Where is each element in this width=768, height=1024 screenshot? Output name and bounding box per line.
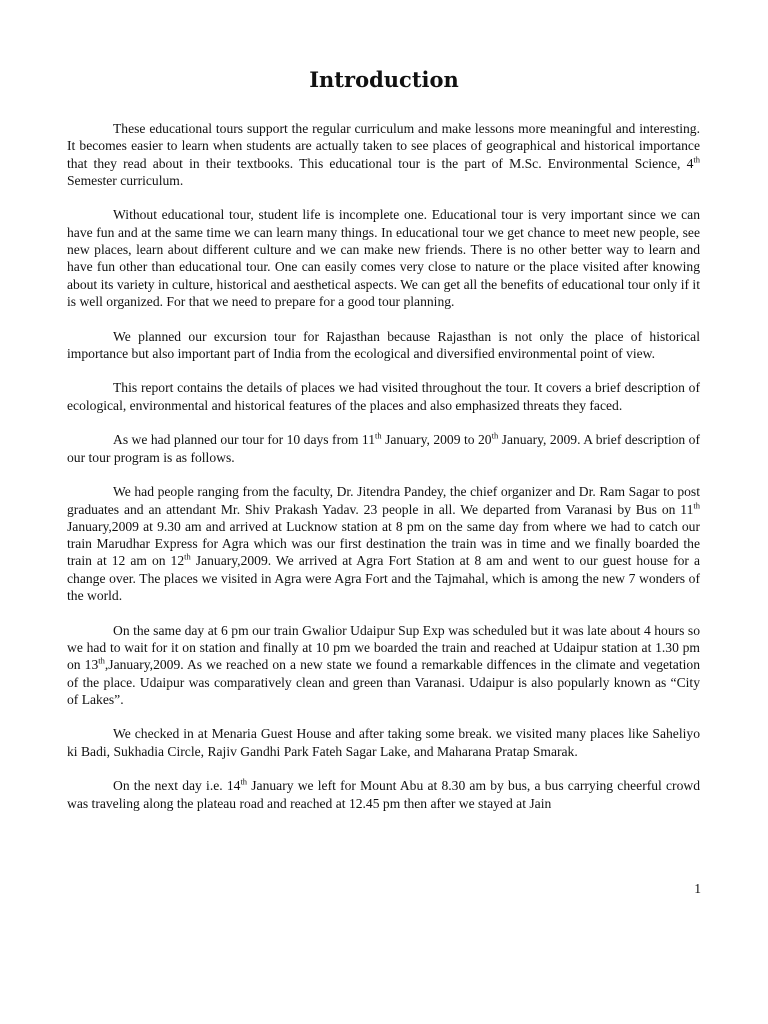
paragraph [67,725,700,760]
text-run: As we had planned our tour for 10 days from 11 [113,432,376,448]
ordinal-suffix: th [98,655,105,666]
text-run: Semester curriculum. [67,172,184,188]
paragraph [67,206,700,310]
text-run: These educational tours support the regular curriculum and make lessons more meaningful and interesting. It becomes easier to learn when students are actually taken to see places of geographical and historical importance that they read about in their textbooks. This educational tour is the part of M.Sc. Environmental Science, 4 [67,121,700,171]
text-run: We had people ranging from the faculty, Dr. Jitendra Pandey, the chief organizer and Dr. Ram Sagar to post graduates and an attendant Mr. Shiv Prakash Yadav. 23 people in all. We departed from Varanasi by Bus on 11 [67,484,700,517]
ordinal-suffix: th [375,430,382,441]
paragraph [67,483,700,604]
paragraph [67,622,700,708]
text-run: Without educational tour, student life is incomplete one. Educational tour is very important since we can have fun and at the same time we can learn many things. In educational tour we get chance to meet new people, see new places, learn about different culture and we can make new friends. There is no other better way to learn and have fun other than educational tour. One can easily comes very close to nature or the place visited after knowing about its variety in culture, historical and aesthetical aspects. We can get all the benefits of educational tour only if it is well organized. For that we need to prepare for a good tour planning. [67,207,700,309]
text-run: This report contains the details of places we had visited throughout the tour. It covers a brief description of ecological, environmental and historical features of the places and also emphasized threats they faced. [67,380,700,413]
paragraph [67,777,700,812]
text-run: January, 2009. A brief description of our tour program is as follows. [67,432,700,465]
text-run: On the next day i.e. 14 [113,778,241,794]
text-run: January we left for Mount Abu at 8.30 am by bus, a bus carrying cheerful crowd was traveling along the plateau road and reached at 12.45 pm then after we stayed at Jain [67,778,700,811]
text-run: We planned our excursion tour for Rajasthan because Rajasthan is not only the place of historical importance but also important part of India from the ecological and diversified environmental point of view. [67,328,700,361]
text-run: ,January,2009. As we reached on a new state we found a remarkable diffences in the climate and vegetation of the place. Udaipur was comparatively clean and green than Varanasi. Udaipur is also popularly known as “City of Lakes”. [67,657,700,707]
paragraph [67,328,700,363]
body-text [67,120,700,829]
page-number: 1 [694,881,701,896]
ordinal-suffix: th [693,500,700,510]
text-run: January,2009 at 9.30 am and arrived at Lucknow station at 8 pm on the same day from where we had to catch our train Marudhar Express for Agra which was our first destination the train was in time and we finally boarded the train at 12 am on 12 [67,518,700,569]
text-run: On the same day at 6 pm our train Gwalior Udaipur Sup Exp was scheduled but it was late about 4 hours so we had to wait for it on station and finally at 10 pm we boarded the train and reached at Udaipur station at 1.30 pm on 13 [67,622,700,673]
paragraph [67,431,700,466]
page-title: Introduction [309,67,459,92]
ordinal-suffix: th [184,551,191,562]
paragraph [67,379,700,414]
paragraph [67,120,700,189]
text-run: January,2009. We arrived at Agra Fort Station at 8 am and went to our guest house for a change over. The places we visited in Agra were Agra Fort and the Tajmahal, which is among the new 7 wonders of the world. [67,553,700,604]
ordinal-suffix: th [491,430,499,441]
text-run: We checked in at Menaria Guest House and after taking some break. we visited many places like Saheliyo ki Badi, Sukhadia Circle, Rajiv Gandhi Park Fateh Sagar Lake, and Maharana Pratap Smarak. [67,726,700,759]
ordinal-suffix: th [693,154,700,165]
ordinal-suffix: th [240,776,248,787]
text-run: January, 2009 to 20 [381,432,492,448]
